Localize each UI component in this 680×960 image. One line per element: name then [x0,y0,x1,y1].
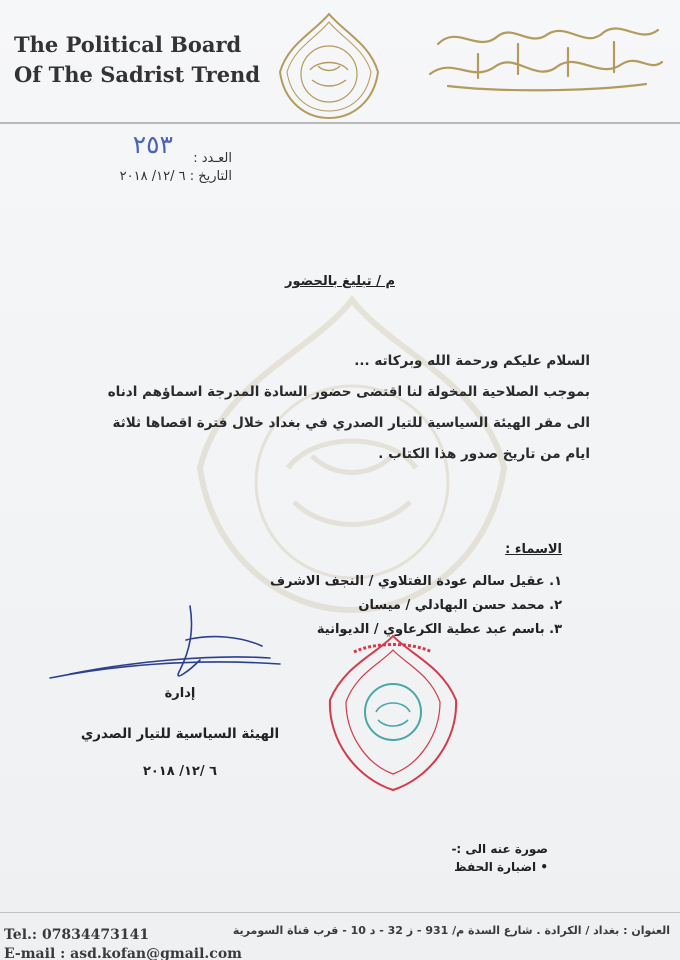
body-paragraph: بموجب الصلاحية المخولة لنا اقتضى حضور السادة المدرجة اسماؤهم ادناه الى مقر الهيئة السياسية للتيار الصدري في بغداد خلال فترة اقصاها ثلاثة ايام من تاريخ صدور هذا الكتاب . [107,384,590,462]
date-label: التاريخ : [189,169,232,184]
reference-date: ٦ /١٢/ ٢٠١٨ [119,169,186,184]
reference-block [119,130,232,186]
signature-title: إدارة [164,686,196,701]
header-divider [0,122,680,124]
footer-address: العنوان : بغداد / الكرادة . شارع السدة م/ 931 - ز 32 - د 10 - قرب قناة السومرية [232,924,670,937]
handwritten-signature [40,600,290,690]
english-title-line2: Of The Sadrist Trend [14,62,261,87]
list-item: ٣. باسم عبد عطية الكرعاوي / الديوانية [316,622,562,637]
number-label: العـدد : [193,151,232,166]
official-stamp [318,628,468,798]
signature-date: ٦ /١٢/ ٢٠١٨ [142,764,218,779]
letter-body [90,346,590,470]
subject-line [0,274,680,289]
cc-heading: صورة عنه الى :- [451,842,548,856]
cc-block [451,840,548,876]
list-item: ٢. محمد حسن البهادلي / ميسان [358,598,562,613]
arabic-calligraphy-logo [418,14,668,94]
footer-divider [0,912,680,913]
subject-text: م / تبليغ بالحضور [285,274,395,289]
reference-number: ٢٥٣ [132,130,173,159]
footer-contacts [4,926,242,960]
list-item: ١. عقيل سالم عودة الفتلاوي / النجف الاشرف [269,574,562,589]
signature-organization: الهيئة السياسية للتيار الصدري [80,726,280,742]
footer-phone: Tel.: 07834473141 [4,927,150,943]
english-title-line1: The Political Board [14,32,242,57]
cc-item: • اضبارة الحفظ [454,860,548,874]
emblem-logo [274,10,384,122]
footer-email: E-mail : asd.kofan@gmail.com [4,946,242,960]
greeting: السلام عليكم ورحمة الله وبركاته ... [354,353,590,369]
names-heading: الاسماء : [505,542,562,557]
english-letterhead [14,30,260,90]
